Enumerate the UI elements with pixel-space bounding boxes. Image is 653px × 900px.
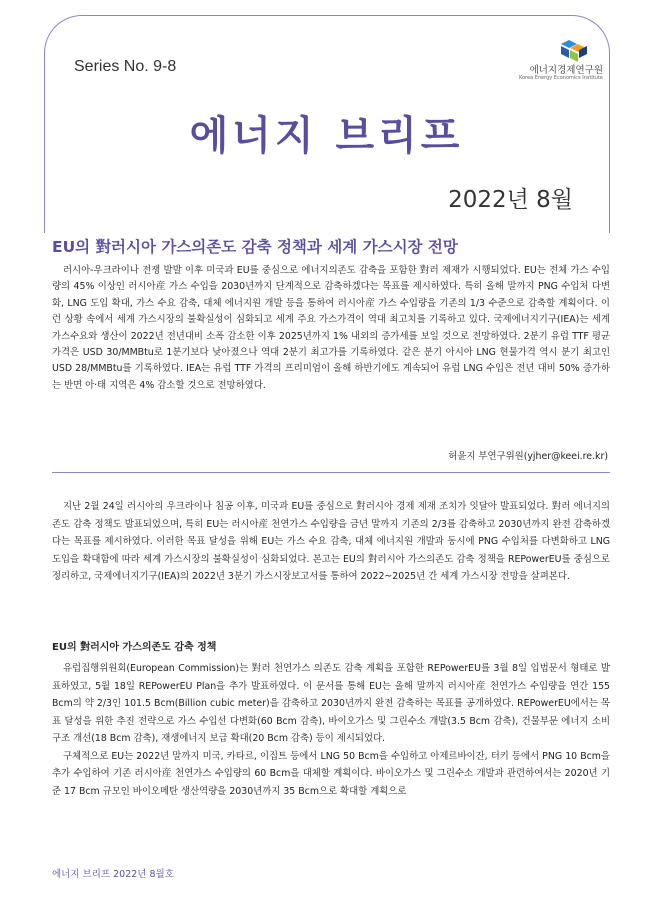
section-paragraph-1: 유럽집행위원회(European Commission)는 對러 천연가스 의존도 감축 계획을 포함한 REPowerEU를 3월 8일 입법문서 형태로 발표하였고, 5월 18일 REPowerEU Plan을 추가 발표하였다. 이 문서를 통해 EU는 올해 말까지 러시아産 천연가스 수입량을 연간 155 Bcm의 약 2/3인 101.5 Bcm(Billion cubic meter)을 감축하고 2030년까지 완전 감축하는 목표를 공개하였다. REPowerEU에서는 목표 달성을 위한 추진 전략으로 가스 수입선 다변화(60 Bcm 감축), 바이오가스 및 그린수소 개발(3.5 Bcm 감축), 건물부문 에너지 소비구조 개선(18 Bcm 감축), 재생에너지 보급 확대(20 Bcm 감축) 등이 제시되었다. xyxy=(52,663,610,744)
series-number: Series No. 9-8 xyxy=(74,58,177,75)
section-heading: EU의 對러시아 가스의존도 감축 정책 xyxy=(52,642,217,653)
issue-date: 2022년 8월 xyxy=(448,187,573,213)
section-paragraph-2: 구체적으로 EU는 2022년 말까지 미국, 카타르, 이집트 등에서 LNG 50 Bcm을 수입하고 아제르바이잔, 터키 등에서 PNG 10 Bcm을 추가 수입하여 기존 러시아産 천연가스 수입량의 60 Bcm을 대체할 계획이다. 바이오가스 및 그린수소 개발과 관련하여서는 2020년 기준 17 Bcm 규모인 바이오메탄 생산역량을 2030년까지 35 Bcm으로 확대할 계획으로 xyxy=(52,750,610,797)
logo-korean-text: 에너지경제연구원 xyxy=(529,65,603,76)
publication-title: 에너지 브리프 xyxy=(189,113,464,159)
intro-paragraph: 지난 2월 24일 러시아의 우크라이나 침공 이후, 미국과 EU를 중심으로 對러시아 경제 제재 조치가 잇달아 발표되었다. 對러 에너지의존도 감축 정책도 발표되었으며, 특히 EU는 러시아産 천연가스 수입량을 금년 말까지 기존의 2/3를 감축하고 2030년까지 완전 감축하겠다는 목표를 제시하였다. 이러한 목표 달성을 위해 EU는 가스 수요 감축, 대체 에너지원 개발과 동시에 PNG 수입처를 다변화하고 LNG 도입을 확대함에 따라 세계 가스시장의 불확실성이 심화되었다. 본고는 EU의 對러시아 가스의존도 감축 정책을 REPowerEU를 중심으로 정리하고, 국제에너지기구(IEA)의 2022년 3분기 가스시장보고서를 통하여 2022~2025년 간 세계 가스시장 전망을 살펴본다. xyxy=(52,501,610,582)
intro-section xyxy=(52,498,610,586)
logo-english-text: Korea Energy Economics Institute xyxy=(518,75,603,81)
article-headline: EU의 對러시아 가스의존도 감축 정책과 세계 가스시장 전망 xyxy=(52,238,458,256)
author-line: 허윤지 부연구위원(yjher@keei.re.kr) xyxy=(448,451,608,462)
cube-logo-icon xyxy=(555,38,599,62)
page-footer: 에너지 브리프 2022년 8월호 xyxy=(52,869,174,880)
institute-logo xyxy=(495,38,605,83)
summary-text: 러시아-우크라이나 전쟁 발발 이후 미국과 EU를 중심으로 에너지의존도 감축을 포함한 對러 제재가 시행되었다. EU는 전체 가스 수입량의 45% 이상인 러시아産 가스 수입을 2030년까지 단계적으로 감축하겠다는 목표를 제시하였다. 특히 올해 말까지 PNG 수입처 다변화, LNG 도입 확대, 가스 수요 감축, 대체 에너지원 개발 등을 통하여 러시아産 가스 수입량을 기존의 1/3 수준으로 감축할 계획이다. 이런 상황 속에서 세계 가스시장의 불확실성이 심화되고 세계 주요 가스가격이 역대 최고치를 기록하고 있다. 국제에너지기구(IEA)는 세계 가스수요와 생산이 2022년 전년대비 소폭 감소한 이후 2025년까지 1% 내외의 증가세를 보일 것으로 전망하였다. 2분기 유럽 TTF 평균 가격은 USD 30/MMBtu로 1분기보다 낮아졌으나 역대 2분기 최고가를 기록하였다. 같은 분기 아시아 LNG 현물가격 역시 분기 최고인 USD 28/MMBtu를 기록하였다. IEA는 유럽 TTF 가격의 프리미엄이 올해 하반기에도 계속되어 유럽 LNG 수입은 전년 대비 50% 증가하는 반면 아·태 지역은 4% 감소할 것으로 전망하였다. xyxy=(52,265,610,391)
section-body xyxy=(52,660,610,800)
summary-box xyxy=(52,263,610,473)
